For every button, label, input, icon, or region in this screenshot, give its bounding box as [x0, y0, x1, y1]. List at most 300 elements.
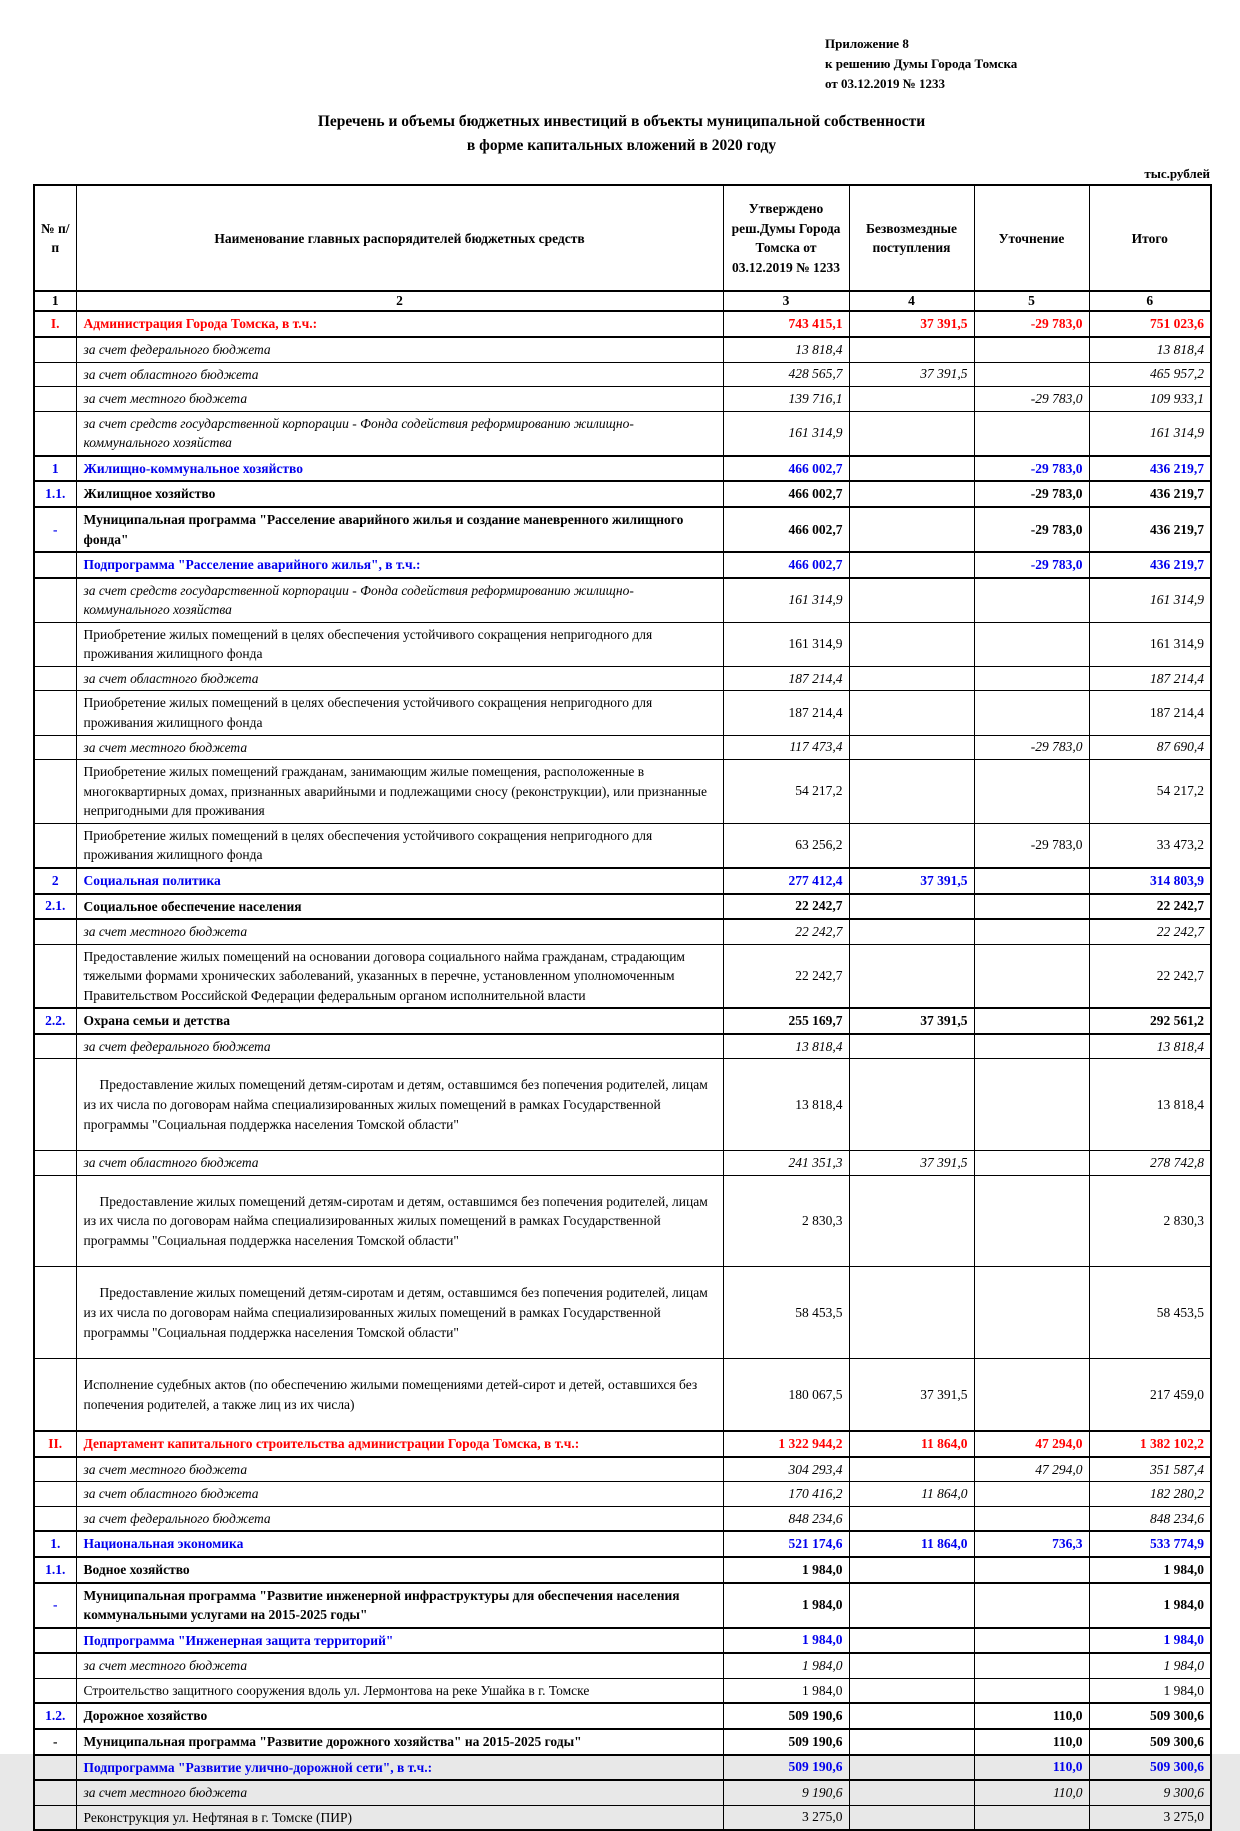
row-number-cell: 1.2. [34, 1703, 76, 1729]
row-number-cell [34, 1267, 76, 1359]
row-adjustment-cell [974, 1359, 1089, 1432]
row-name-cell: Исполнение судебных актов (по обеспечению жилыми помещениями детей-сирот и детей, оставшихся без попечения родителей, а также лиц из их числа) [76, 1359, 723, 1432]
table-row [34, 1653, 1211, 1678]
table-row [34, 1482, 1211, 1507]
row-approved-cell: 304 293,4 [723, 1457, 849, 1482]
row-total-cell: 314 803,9 [1089, 868, 1211, 894]
row-approved-cell: 139 716,1 [723, 387, 849, 412]
row-approved-cell: 161 314,9 [723, 411, 849, 456]
row-gratuitous-cell [849, 578, 974, 623]
column-number: 5 [974, 291, 1089, 311]
row-gratuitous-cell [849, 1703, 974, 1729]
row-number-cell [34, 1034, 76, 1059]
table-row [34, 1175, 1211, 1267]
row-adjustment-cell: 110,0 [974, 1755, 1089, 1781]
row-number-cell [34, 760, 76, 824]
row-name-cell: Предоставление жилых помещений на основании договора социального найма гражданам, страдающим тяжелыми формами хронических заболеваний, указанных в перечне, установленном уполномоченным Правительством Российской Федерации федеральным органом исполнительной власти [76, 944, 723, 1008]
table-row [34, 868, 1211, 894]
row-gratuitous-cell [849, 760, 974, 824]
row-name-cell: за счет областного бюджета [76, 1151, 723, 1176]
row-gratuitous-cell [849, 666, 974, 691]
row-gratuitous-cell [849, 507, 974, 552]
row-gratuitous-cell [849, 481, 974, 507]
row-adjustment-cell: 110,0 [974, 1780, 1089, 1805]
page-title-line-2: в форме капитальных вложений в 2020 году [466, 137, 777, 155]
row-total-cell: 292 561,2 [1089, 1008, 1211, 1034]
row-total-cell: 1 984,0 [1089, 1557, 1211, 1583]
row-number-cell [34, 1780, 76, 1805]
row-total-cell: 465 957,2 [1089, 362, 1211, 387]
row-total-cell: 22 242,7 [1089, 919, 1211, 944]
row-approved-cell: 170 416,2 [723, 1482, 849, 1507]
row-approved-cell: 180 067,5 [723, 1359, 849, 1432]
row-approved-cell: 58 453,5 [723, 1267, 849, 1359]
row-name-cell: Жилищно-коммунальное хозяйство [76, 456, 723, 482]
row-approved-cell: 1 984,0 [723, 1557, 849, 1583]
table-body [34, 311, 1211, 1830]
table-row [34, 1583, 1211, 1628]
row-name-cell: Приобретение жилых помещений в целях обеспечения устойчивого сокращения непригодного для проживания жилищного фонда [76, 823, 723, 868]
row-approved-cell: 1 322 944,2 [723, 1431, 849, 1457]
table-row [34, 919, 1211, 944]
row-adjustment-cell [974, 1653, 1089, 1678]
row-approved-cell: 22 242,7 [723, 919, 849, 944]
row-gratuitous-cell: 11 864,0 [849, 1531, 974, 1557]
row-adjustment-cell [974, 894, 1089, 920]
row-number-cell: 2.1. [34, 894, 76, 920]
row-number-cell: 1. [34, 1531, 76, 1557]
table-row [34, 552, 1211, 578]
table-row [34, 411, 1211, 456]
row-approved-cell: 428 565,7 [723, 362, 849, 387]
row-approved-cell: 9 190,6 [723, 1780, 849, 1805]
row-adjustment-cell: -29 783,0 [974, 481, 1089, 507]
table-row [34, 666, 1211, 691]
row-name-cell: Жилищное хозяйство [76, 481, 723, 507]
row-name-cell: Национальная экономика [76, 1531, 723, 1557]
table-row [34, 735, 1211, 760]
row-gratuitous-cell [849, 1175, 974, 1267]
row-name-cell: Подпрограмма "Развитие улично-дорожной сети", в т.ч.: [76, 1755, 723, 1781]
table-row [34, 1678, 1211, 1703]
table-row [34, 1008, 1211, 1034]
row-number-cell [34, 919, 76, 944]
row-number-cell [34, 622, 76, 666]
row-number-cell [34, 1653, 76, 1678]
table-row [34, 1506, 1211, 1531]
row-name-cell: Администрация Города Томска, в т.ч.: [76, 311, 723, 337]
row-approved-cell: 13 818,4 [723, 1034, 849, 1059]
row-gratuitous-cell: 11 864,0 [849, 1482, 974, 1507]
row-name-cell: Дорожное хозяйство [76, 1703, 723, 1729]
row-adjustment-cell: -29 783,0 [974, 456, 1089, 482]
column-number: 1 [34, 291, 76, 311]
row-number-cell [34, 578, 76, 623]
row-approved-cell: 161 314,9 [723, 622, 849, 666]
row-gratuitous-cell [849, 411, 974, 456]
row-total-cell: 187 214,4 [1089, 691, 1211, 735]
row-total-cell: 278 742,8 [1089, 1151, 1211, 1176]
page-title [33, 110, 1210, 158]
row-approved-cell: 1 984,0 [723, 1653, 849, 1678]
row-total-cell: 13 818,4 [1089, 1059, 1211, 1151]
row-approved-cell: 13 818,4 [723, 337, 849, 362]
row-adjustment-cell [974, 1267, 1089, 1359]
row-approved-cell: 466 002,7 [723, 481, 849, 507]
row-total-cell: 533 774,9 [1089, 1531, 1211, 1557]
row-gratuitous-cell [849, 1267, 974, 1359]
row-name-cell: за счет местного бюджета [76, 1780, 723, 1805]
row-gratuitous-cell: 37 391,5 [849, 311, 974, 337]
row-gratuitous-cell [849, 552, 974, 578]
column-number-row [34, 291, 1211, 311]
row-adjustment-cell: 736,3 [974, 1531, 1089, 1557]
row-approved-cell: 277 412,4 [723, 868, 849, 894]
row-approved-cell: 255 169,7 [723, 1008, 849, 1034]
row-approved-cell: 1 984,0 [723, 1583, 849, 1628]
table-row [34, 456, 1211, 482]
row-approved-cell: 848 234,6 [723, 1506, 849, 1531]
row-number-cell: I. [34, 311, 76, 337]
row-adjustment-cell [974, 578, 1089, 623]
table-row [34, 1531, 1211, 1557]
table-row [34, 578, 1211, 623]
row-gratuitous-cell [849, 1034, 974, 1059]
row-gratuitous-cell: 37 391,5 [849, 362, 974, 387]
header-total: Итого [1089, 185, 1211, 291]
table-row [34, 691, 1211, 735]
row-approved-cell: 3 275,0 [723, 1805, 849, 1830]
row-number-cell [34, 1755, 76, 1781]
table-row [34, 894, 1211, 920]
row-number-cell: - [34, 507, 76, 552]
row-number-cell [34, 387, 76, 412]
document-annotation [825, 34, 1210, 94]
row-gratuitous-cell [849, 1678, 974, 1703]
row-number-cell [34, 1678, 76, 1703]
column-number: 2 [76, 291, 723, 311]
row-number-cell [34, 552, 76, 578]
row-gratuitous-cell: 11 864,0 [849, 1431, 974, 1457]
row-gratuitous-cell [849, 1506, 974, 1531]
row-number-cell [34, 337, 76, 362]
row-name-cell: Реконструкция ул. Нефтяная в г. Томске (ПИР) [76, 1805, 723, 1830]
row-approved-cell: 466 002,7 [723, 507, 849, 552]
row-approved-cell: 54 217,2 [723, 760, 849, 824]
row-gratuitous-cell [849, 1059, 974, 1151]
row-adjustment-cell [974, 1557, 1089, 1583]
row-number-cell: II. [34, 1431, 76, 1457]
table-header-row [34, 185, 1211, 291]
row-total-cell: 751 023,6 [1089, 311, 1211, 337]
table-row [34, 481, 1211, 507]
row-number-cell [34, 666, 76, 691]
row-number-cell [34, 944, 76, 1008]
row-adjustment-cell [974, 868, 1089, 894]
row-total-cell: 13 818,4 [1089, 1034, 1211, 1059]
row-name-cell: за счет местного бюджета [76, 735, 723, 760]
row-name-cell: за счет областного бюджета [76, 666, 723, 691]
table-row [34, 944, 1211, 1008]
row-adjustment-cell [974, 1482, 1089, 1507]
row-total-cell: 436 219,7 [1089, 507, 1211, 552]
row-adjustment-cell [974, 944, 1089, 1008]
row-adjustment-cell [974, 1175, 1089, 1267]
row-total-cell: 1 984,0 [1089, 1583, 1211, 1628]
column-number: 6 [1089, 291, 1211, 311]
row-name-cell: Подпрограмма "Инженерная защита территорий" [76, 1628, 723, 1654]
page-title-line-1: Перечень и объемы бюджетных инвестиций в объекты муниципальной собственности [317, 113, 926, 131]
row-gratuitous-cell [849, 894, 974, 920]
row-gratuitous-cell [849, 691, 974, 735]
row-total-cell: 187 214,4 [1089, 666, 1211, 691]
header-approved: Утверждено реш.Думы Города Томска от 03.12.2019 № 1233 [723, 185, 849, 291]
row-approved-cell: 22 242,7 [723, 894, 849, 920]
table-row [34, 760, 1211, 824]
header-name: Наименование главных распорядителей бюджетных средств [76, 185, 723, 291]
row-gratuitous-cell [849, 1729, 974, 1755]
table-row [34, 1557, 1211, 1583]
row-total-cell: 161 314,9 [1089, 411, 1211, 456]
table-row [34, 387, 1211, 412]
row-total-cell: 109 933,1 [1089, 387, 1211, 412]
table-row [34, 1628, 1211, 1654]
row-name-cell: за счет местного бюджета [76, 1457, 723, 1482]
row-gratuitous-cell: 37 391,5 [849, 1359, 974, 1432]
row-name-cell: за счет местного бюджета [76, 919, 723, 944]
budget-table [33, 184, 1212, 1831]
table-row [34, 1034, 1211, 1059]
row-name-cell: Охрана семьи и детства [76, 1008, 723, 1034]
row-total-cell: 436 219,7 [1089, 481, 1211, 507]
row-gratuitous-cell [849, 1805, 974, 1830]
row-number-cell [34, 691, 76, 735]
row-gratuitous-cell [849, 1557, 974, 1583]
table-row [34, 1703, 1211, 1729]
row-gratuitous-cell [849, 387, 974, 412]
row-name-cell: за счет областного бюджета [76, 362, 723, 387]
row-name-cell: за счет местного бюджета [76, 387, 723, 412]
row-adjustment-cell [974, 411, 1089, 456]
row-number-cell [34, 411, 76, 456]
table-row [34, 1431, 1211, 1457]
row-adjustment-cell [974, 337, 1089, 362]
row-name-cell: за счет федерального бюджета [76, 337, 723, 362]
row-gratuitous-cell [849, 456, 974, 482]
row-adjustment-cell [974, 1628, 1089, 1654]
row-adjustment-cell: -29 783,0 [974, 311, 1089, 337]
row-name-cell: Муниципальная программа "Развитие дорожного хозяйства" на 2015-2025 годы" [76, 1729, 723, 1755]
table-row [34, 1729, 1211, 1755]
row-number-cell: 1 [34, 456, 76, 482]
row-approved-cell: 22 242,7 [723, 944, 849, 1008]
row-adjustment-cell [974, 691, 1089, 735]
row-total-cell: 161 314,9 [1089, 578, 1211, 623]
row-total-cell: 509 300,6 [1089, 1729, 1211, 1755]
row-approved-cell: 466 002,7 [723, 456, 849, 482]
row-name-cell: Предоставление жилых помещений детям-сиротам и детям, оставшимся без попечения родителей, лицам из их числа по договорам найма специализированных жилых помещений в рамках Государственной программы "Социальная поддержка населения Томской области" [76, 1267, 723, 1359]
column-number: 4 [849, 291, 974, 311]
row-name-cell: за счет областного бюджета [76, 1482, 723, 1507]
row-name-cell: Водное хозяйство [76, 1557, 723, 1583]
row-approved-cell: 187 214,4 [723, 666, 849, 691]
row-adjustment-cell [974, 760, 1089, 824]
annotation-line-2: к решению Думы Города Томска [825, 56, 1018, 72]
row-name-cell: Подпрограмма "Расселение аварийного жилья", в т.ч.: [76, 552, 723, 578]
row-adjustment-cell [974, 1805, 1089, 1830]
row-total-cell: 13 818,4 [1089, 337, 1211, 362]
row-total-cell: 58 453,5 [1089, 1267, 1211, 1359]
row-gratuitous-cell: 37 391,5 [849, 1151, 974, 1176]
row-name-cell: за счет средств государственной корпорации - Фонда содействия реформированию жилищно-коммунального хозяйства [76, 411, 723, 456]
row-number-cell [34, 1175, 76, 1267]
row-adjustment-cell [974, 1059, 1089, 1151]
row-name-cell: Строительство защитного сооружения вдоль ул. Лермонтова на реке Ушайка в г. Томске [76, 1678, 723, 1703]
row-total-cell: 22 242,7 [1089, 894, 1211, 920]
row-number-cell [34, 1805, 76, 1830]
row-total-cell: 33 473,2 [1089, 823, 1211, 868]
row-adjustment-cell [974, 666, 1089, 691]
header-adjustment: Уточнение [974, 185, 1089, 291]
row-approved-cell: 117 473,4 [723, 735, 849, 760]
row-adjustment-cell: -29 783,0 [974, 735, 1089, 760]
row-name-cell: Муниципальная программа "Расселение аварийного жилья и создание маневренного жилищного фонда" [76, 507, 723, 552]
table-row [34, 311, 1211, 337]
row-gratuitous-cell [849, 1755, 974, 1781]
table-row [34, 1359, 1211, 1432]
row-number-cell: 1.1. [34, 481, 76, 507]
row-gratuitous-cell [849, 823, 974, 868]
row-name-cell: Приобретение жилых помещений гражданам, занимающим жилые помещения, расположенные в многоквартирных домах, признанных аварийными и подлежащими сносу (реконструкции), или признанные непригодными для проживания [76, 760, 723, 824]
row-adjustment-cell: 110,0 [974, 1703, 1089, 1729]
table-row [34, 362, 1211, 387]
row-approved-cell: 1 984,0 [723, 1628, 849, 1654]
row-number-cell: 2.2. [34, 1008, 76, 1034]
row-adjustment-cell: -29 783,0 [974, 823, 1089, 868]
row-number-cell [34, 1482, 76, 1507]
row-number-cell [34, 1059, 76, 1151]
row-adjustment-cell [974, 1583, 1089, 1628]
row-number-cell [34, 1359, 76, 1432]
row-name-cell: Предоставление жилых помещений детям-сиротам и детям, оставшимся без попечения родителей, лицам из их числа по договорам найма специализированных жилых помещений в рамках Государственной программы "Социальная поддержка населения Томской области" [76, 1175, 723, 1267]
row-name-cell: Департамент капитального строительства администрации Города Томска, в т.ч.: [76, 1431, 723, 1457]
row-gratuitous-cell [849, 944, 974, 1008]
row-number-cell: 2 [34, 868, 76, 894]
row-adjustment-cell [974, 1008, 1089, 1034]
row-approved-cell: 521 174,6 [723, 1531, 849, 1557]
row-total-cell: 509 300,6 [1089, 1755, 1211, 1781]
row-name-cell: Социальное обеспечение населения [76, 894, 723, 920]
row-gratuitous-cell [849, 1583, 974, 1628]
row-adjustment-cell [974, 1678, 1089, 1703]
table-row [34, 1755, 1211, 1781]
row-name-cell: за счет федерального бюджета [76, 1506, 723, 1531]
annotation-line-3: от 03.12.2019 № 1233 [825, 76, 946, 92]
row-name-cell: Муниципальная программа "Развитие инженерной инфраструктуры для обеспечения населения коммунальными услугами на 2015-2025 годы" [76, 1583, 723, 1628]
row-total-cell: 2 830,3 [1089, 1175, 1211, 1267]
row-approved-cell: 187 214,4 [723, 691, 849, 735]
row-approved-cell: 466 002,7 [723, 552, 849, 578]
row-adjustment-cell [974, 622, 1089, 666]
row-total-cell: 182 280,2 [1089, 1482, 1211, 1507]
row-gratuitous-cell: 37 391,5 [849, 868, 974, 894]
row-total-cell: 3 275,0 [1089, 1805, 1211, 1830]
table-row [34, 1805, 1211, 1830]
annotation-line-1: Приложение 8 [825, 36, 909, 51]
table-row [34, 622, 1211, 666]
table-row [34, 1267, 1211, 1359]
row-adjustment-cell: -29 783,0 [974, 387, 1089, 412]
row-gratuitous-cell [849, 1457, 974, 1482]
row-number-cell [34, 1506, 76, 1531]
row-gratuitous-cell [849, 1628, 974, 1654]
table-row [34, 1780, 1211, 1805]
row-number-cell [34, 1457, 76, 1482]
row-total-cell: 22 242,7 [1089, 944, 1211, 1008]
row-number-cell [34, 1151, 76, 1176]
row-adjustment-cell [974, 919, 1089, 944]
row-total-cell: 351 587,4 [1089, 1457, 1211, 1482]
row-gratuitous-cell: 37 391,5 [849, 1008, 974, 1034]
row-approved-cell: 2 830,3 [723, 1175, 849, 1267]
row-number-cell: - [34, 1583, 76, 1628]
row-total-cell: 54 217,2 [1089, 760, 1211, 824]
row-gratuitous-cell [849, 735, 974, 760]
table-row [34, 1457, 1211, 1482]
table-row [34, 823, 1211, 868]
row-gratuitous-cell [849, 622, 974, 666]
row-name-cell: Приобретение жилых помещений в целях обеспечения устойчивого сокращения непригодного для проживания жилищного фонда [76, 691, 723, 735]
table-row [34, 507, 1211, 552]
row-total-cell: 1 984,0 [1089, 1678, 1211, 1703]
row-adjustment-cell [974, 1506, 1089, 1531]
row-adjustment-cell [974, 362, 1089, 387]
row-number-cell [34, 1628, 76, 1654]
row-name-cell: Предоставление жилых помещений детям-сиротам и детям, оставшимся без попечения родителей, лицам из их числа по договорам найма специализированных жилых помещений в рамках Государственной программы "Социальная поддержка населения Томской области" [76, 1059, 723, 1151]
row-approved-cell: 743 415,1 [723, 311, 849, 337]
row-total-cell: 848 234,6 [1089, 1506, 1211, 1531]
row-approved-cell: 509 190,6 [723, 1755, 849, 1781]
row-adjustment-cell [974, 1151, 1089, 1176]
row-approved-cell: 161 314,9 [723, 578, 849, 623]
row-total-cell: 436 219,7 [1089, 456, 1211, 482]
row-approved-cell: 509 190,6 [723, 1729, 849, 1755]
row-gratuitous-cell [849, 1780, 974, 1805]
row-approved-cell: 13 818,4 [723, 1059, 849, 1151]
row-number-cell: - [34, 1729, 76, 1755]
row-number-cell [34, 823, 76, 868]
row-gratuitous-cell [849, 1653, 974, 1678]
row-name-cell: за счет местного бюджета [76, 1653, 723, 1678]
row-total-cell: 161 314,9 [1089, 622, 1211, 666]
row-total-cell: 436 219,7 [1089, 552, 1211, 578]
row-adjustment-cell [974, 1034, 1089, 1059]
header-row-number: № п/п [34, 185, 76, 291]
row-number-cell [34, 735, 76, 760]
row-total-cell: 1 382 102,2 [1089, 1431, 1211, 1457]
column-number: 3 [723, 291, 849, 311]
row-adjustment-cell: 110,0 [974, 1729, 1089, 1755]
row-total-cell: 9 300,6 [1089, 1780, 1211, 1805]
row-approved-cell: 1 984,0 [723, 1678, 849, 1703]
row-total-cell: 1 984,0 [1089, 1653, 1211, 1678]
table-row [34, 337, 1211, 362]
row-adjustment-cell: 47 294,0 [974, 1457, 1089, 1482]
row-name-cell: за счет федерального бюджета [76, 1034, 723, 1059]
row-name-cell: Социальная политика [76, 868, 723, 894]
row-gratuitous-cell [849, 337, 974, 362]
header-gratuitous-receipts: Безвозмездные поступления [849, 185, 974, 291]
